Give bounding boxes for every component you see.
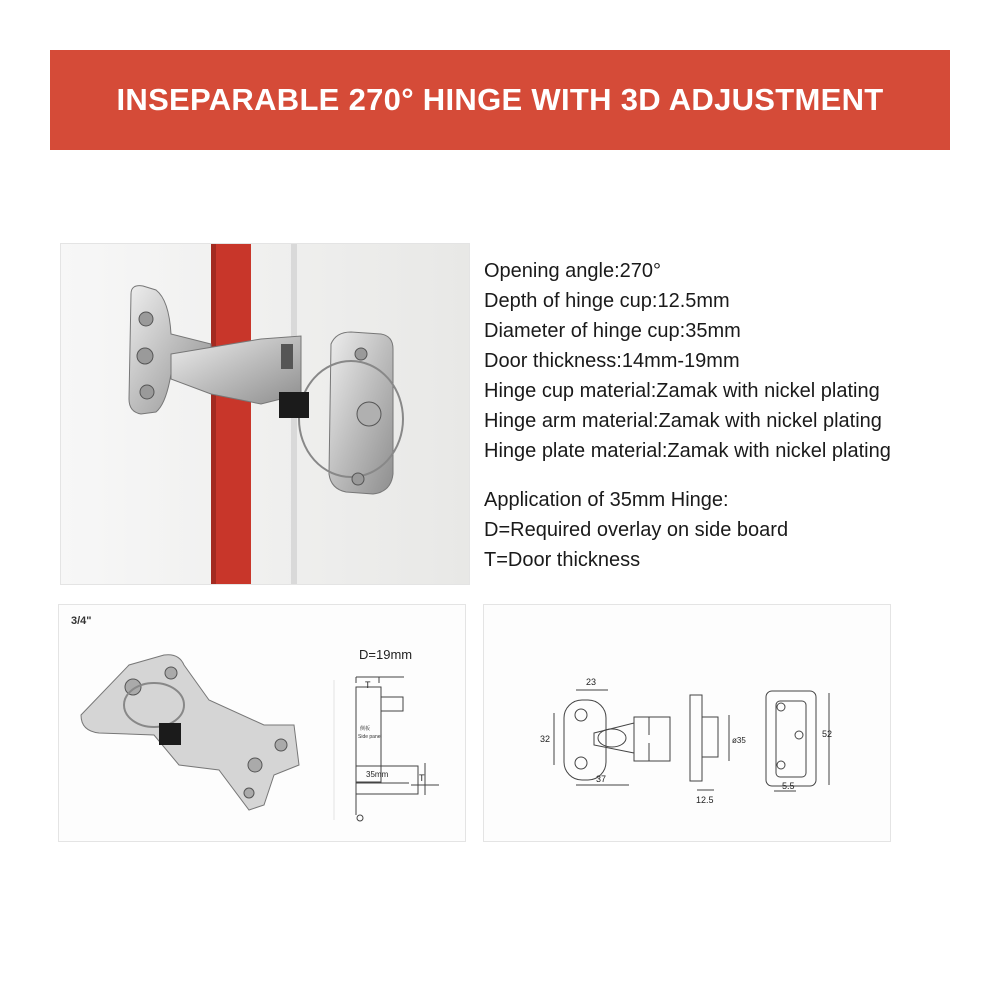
spec-cup-depth: Depth of hinge cup:12.5mm — [484, 290, 730, 312]
dim-35: ø35 — [732, 736, 746, 745]
panel-text-2: Side panel — [358, 734, 382, 740]
application-line-t: T=Door thickness — [484, 549, 641, 571]
spec-arm-material: Hinge arm material:Zamak with nickel plating — [484, 410, 882, 432]
panel-text-1: 侧板 — [360, 726, 371, 732]
spec-cup-diameter: Diameter of hinge cup:35mm — [484, 320, 741, 342]
overlay-diagram — [59, 605, 466, 842]
overlay-figure — [58, 604, 466, 842]
spec-opening-angle: Opening angle:270° — [484, 260, 662, 282]
spec-list — [484, 256, 954, 466]
t-label: T — [365, 680, 371, 690]
top-view — [554, 690, 670, 785]
overlay-label: 3/4" — [71, 615, 92, 627]
hinge-photo-illustration — [61, 244, 470, 585]
dimension-figure — [483, 604, 891, 842]
application-title: Application of 35mm Hinge: — [484, 489, 729, 511]
dim-12-5: 12.5 — [696, 795, 714, 805]
dim-23: 23 — [586, 677, 597, 687]
dim-52: 52 — [822, 729, 833, 739]
spec-plate-material: Hinge plate material:Zamak with nickel plating — [484, 440, 891, 462]
spec-door-thickness: Door thickness:14mm-19mm — [484, 350, 740, 372]
front-view — [766, 691, 829, 791]
dim-32: 32 — [540, 734, 551, 744]
cup-dim-label: 35mm — [366, 770, 389, 779]
dim-5-5: 5.5 — [782, 781, 795, 791]
dimension-diagram — [484, 605, 891, 842]
page-title: INSEPARABLE 270° HINGE WITH 3D ADJUSTMENT — [116, 82, 884, 117]
d-value: D=19mm — [359, 647, 413, 662]
t-side-label: T — [419, 773, 425, 783]
hinge-illustration — [81, 655, 299, 810]
application-notes — [484, 485, 954, 575]
dim-37: 37 — [596, 774, 607, 784]
side-view — [690, 695, 729, 790]
overlay-schematic — [356, 677, 439, 821]
title-banner — [50, 50, 950, 150]
application-line-d: D=Required overlay on side board — [484, 519, 789, 541]
spec-cup-material: Hinge cup material:Zamak with nickel plating — [484, 380, 880, 402]
hinge-photo — [60, 243, 470, 585]
